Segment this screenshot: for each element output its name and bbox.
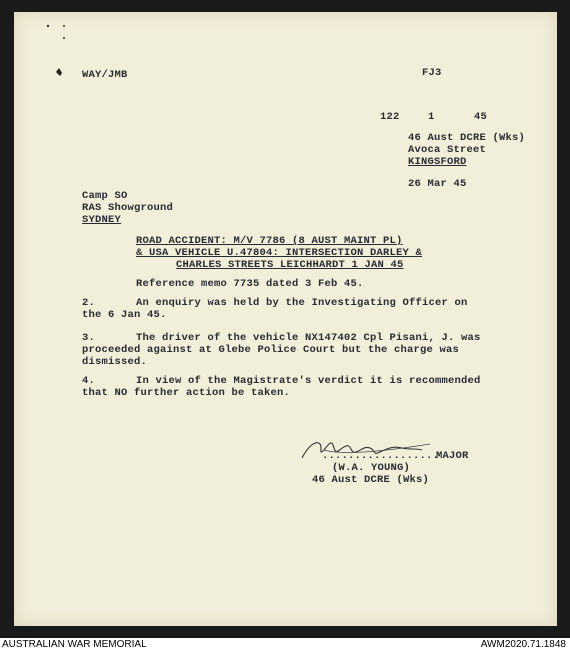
subject-line3: CHARLES STREETS LEICHHARDT 1 JAN 45	[176, 259, 404, 271]
subject-line2: & USA VEHICLE U.47804: INTERSECTION DARLEY &	[136, 247, 423, 259]
signature-unit: 46 Aust DCRE (Wks)	[312, 474, 430, 486]
paragraph-number: 3.	[82, 332, 96, 344]
reference-left: WAY/JMB	[82, 69, 128, 81]
recipient-line3: SYDNEY	[82, 214, 122, 226]
paragraph-line: proceeded against at Glebe Police Court but the charge was	[82, 344, 460, 356]
letter-date: 26 Mar 45	[408, 178, 467, 190]
recipient-line1: Camp SO	[82, 190, 128, 202]
footer-accession-number: AWM2020.71.1848	[480, 639, 566, 650]
paragraph-line: that NO further action be taken.	[82, 387, 291, 399]
paragraph-line: In view of the Magistrate's verdict it is recommended	[136, 375, 481, 387]
ink-blot-mark	[34, 22, 74, 82]
document-page	[14, 12, 557, 626]
sender-line3: KINGSFORD	[408, 156, 467, 168]
subject-line1: ROAD ACCIDENT: M/V 7786 (8 AUST MAINT PL)	[136, 235, 403, 247]
archive-footer	[0, 638, 570, 653]
paragraph-number: 2.	[82, 297, 96, 309]
recipient-line2: RAS Showground	[82, 202, 174, 214]
sender-line1: 46 Aust DCRE (Wks)	[408, 132, 526, 144]
reference-right: FJ3	[422, 67, 442, 79]
paragraph-line: An enquiry was held by the Investigating Officer on	[136, 297, 468, 309]
sender-line2: Avoca Street	[408, 144, 487, 156]
footer-institution: AUSTRALIAN WAR MEMORIAL	[2, 639, 147, 650]
signature-rank: MAJOR	[436, 450, 469, 462]
signature-dots: ..................	[322, 450, 440, 462]
file-sub: 1	[428, 111, 435, 123]
paragraph-line: the 6 Jan 45.	[82, 309, 167, 321]
file-number: 122	[380, 111, 400, 123]
file-number-2: 45	[474, 111, 488, 123]
paragraph-line: dismissed.	[82, 356, 148, 368]
signature-name: (W.A. YOUNG)	[332, 462, 411, 474]
paragraph-number: 4.	[82, 375, 96, 387]
paragraph-line: The driver of the vehicle NX147402 Cpl Pisani, J. was	[136, 332, 481, 344]
reference-memo: Reference memo 7735 dated 3 Feb 45.	[136, 278, 364, 290]
